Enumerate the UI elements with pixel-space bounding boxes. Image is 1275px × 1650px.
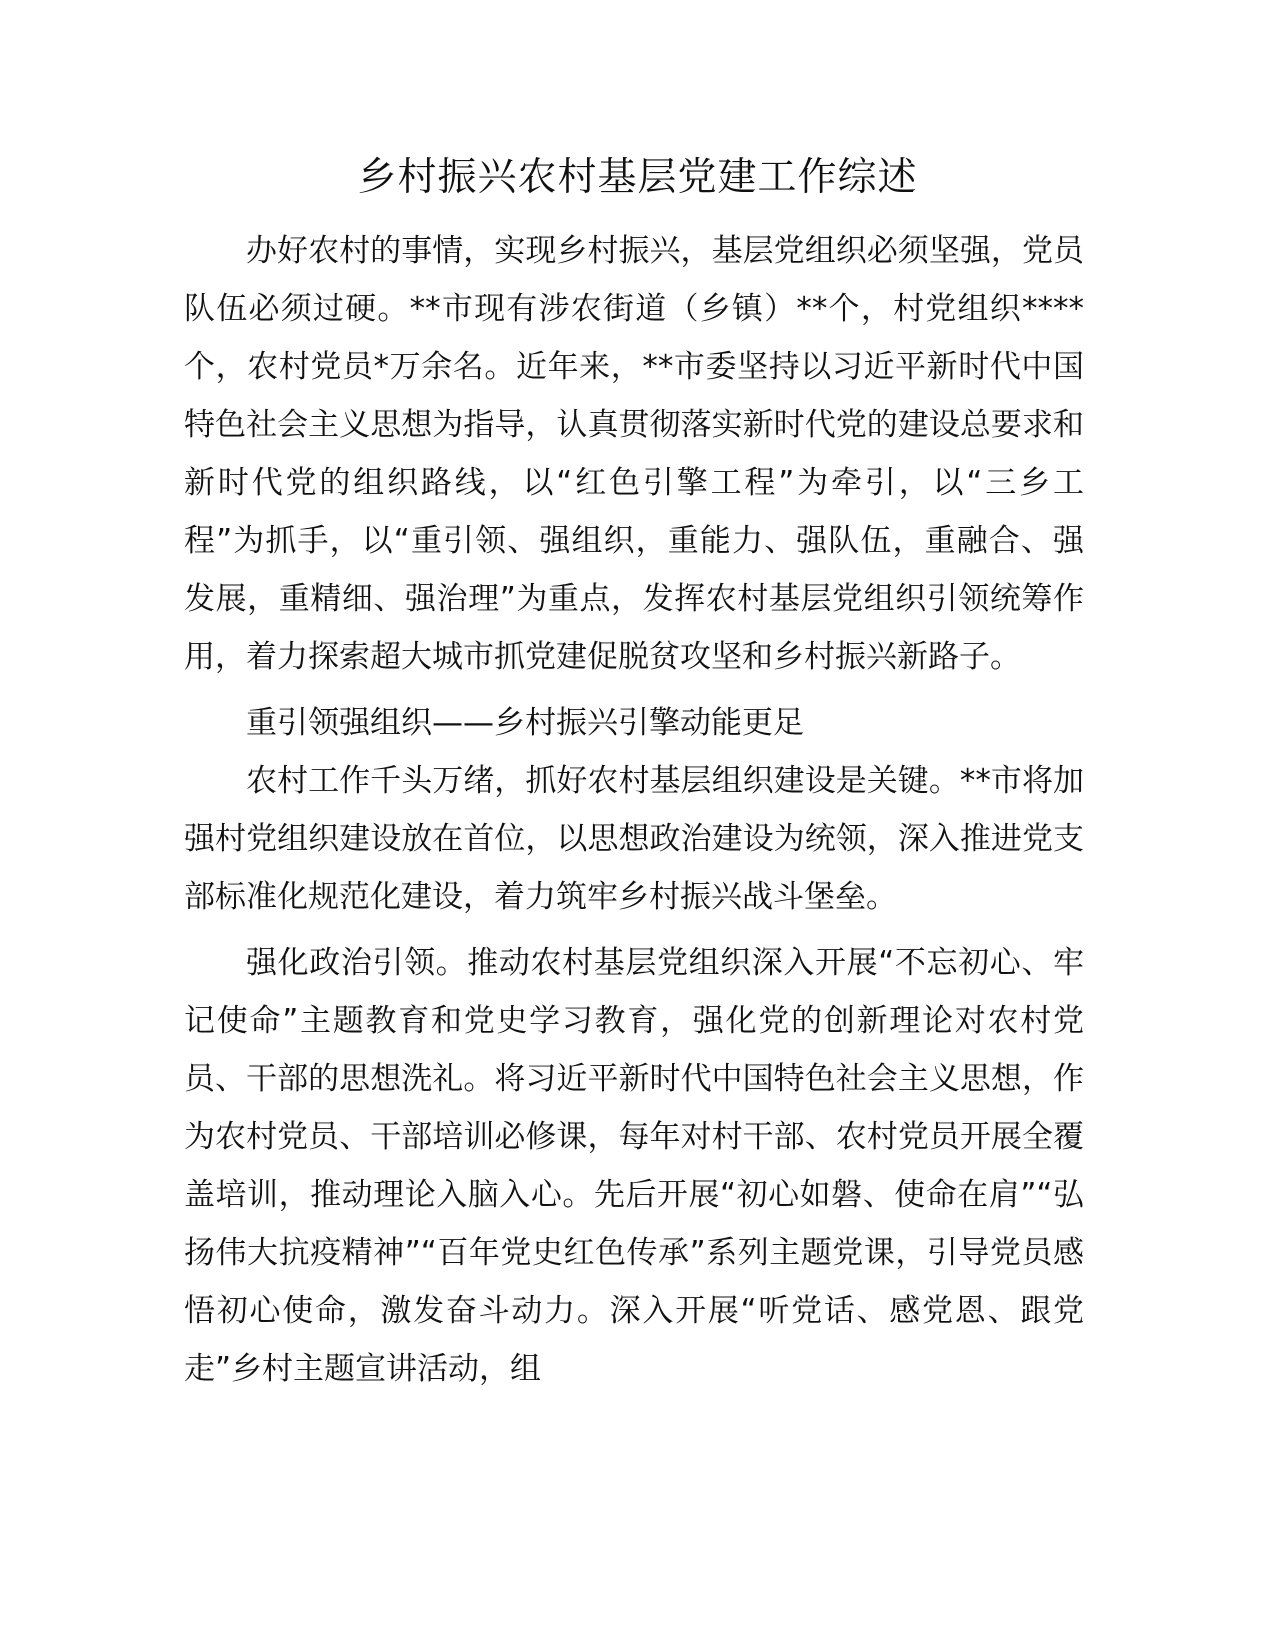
- section-intro-paragraph: 农村工作千头万绪，抓好农村基层组织建设是关键。**市将加强村党组织建设放在首位，以思想政治建设为统领，深入推进党支部标准化规范化建设，着力筑牢乡村振兴战斗堡垒。: [184, 763, 1084, 915]
- section-heading: 重引领强组织——乡村振兴引擎动能更足: [246, 705, 804, 741]
- document-body: [184, 222, 1084, 1398]
- political-leadership-paragraph: 强化政治引领。推动农村基层党组织深入开展“不忘初心、牢记使命”主题教育和党史学习教育，强化党的创新理论对农村党员、干部的思想洗礼。将习近平新时代中国特色社会主义思想，作为农村党员、干部培训必修课，每年对村干部、农村党员开展全覆盖培训，推动理论入脑入心。先后开展“初心如磐、使命在肩”“弘扬伟大抗疫精神”“百年党史红色传承”系列主题党课，引导党员感悟初心使命，激发奋斗动力。深入开展“听党话、感党恩、跟党走”乡村主题宣讲活动，组: [184, 945, 1084, 1387]
- intro-paragraph: 办好农村的事情，实现乡村振兴，基层党组织必须坚强，党员队伍必须过硬。**市现有涉农街道（乡镇）**个，村党组织****个，农村党员*万余名。近年来，**市委坚持以习近平新时代中国特色社会主义思想为指导，认真贯彻落实新时代党的建设总要求和新时代党的组织路线，以“红色引擎工程”为牵引，以“三乡工程”为抓手，以“重引领、强组织，重能力、强队伍，重融合、强发展，重精细、强治理”为重点，发挥农村基层党组织引领统筹作用，着力探索超大城市抓党建促脱贫攻坚和乡村振兴新路子。: [184, 233, 1084, 675]
- document-title: 乡村振兴农村基层党建工作综述: [357, 155, 918, 200]
